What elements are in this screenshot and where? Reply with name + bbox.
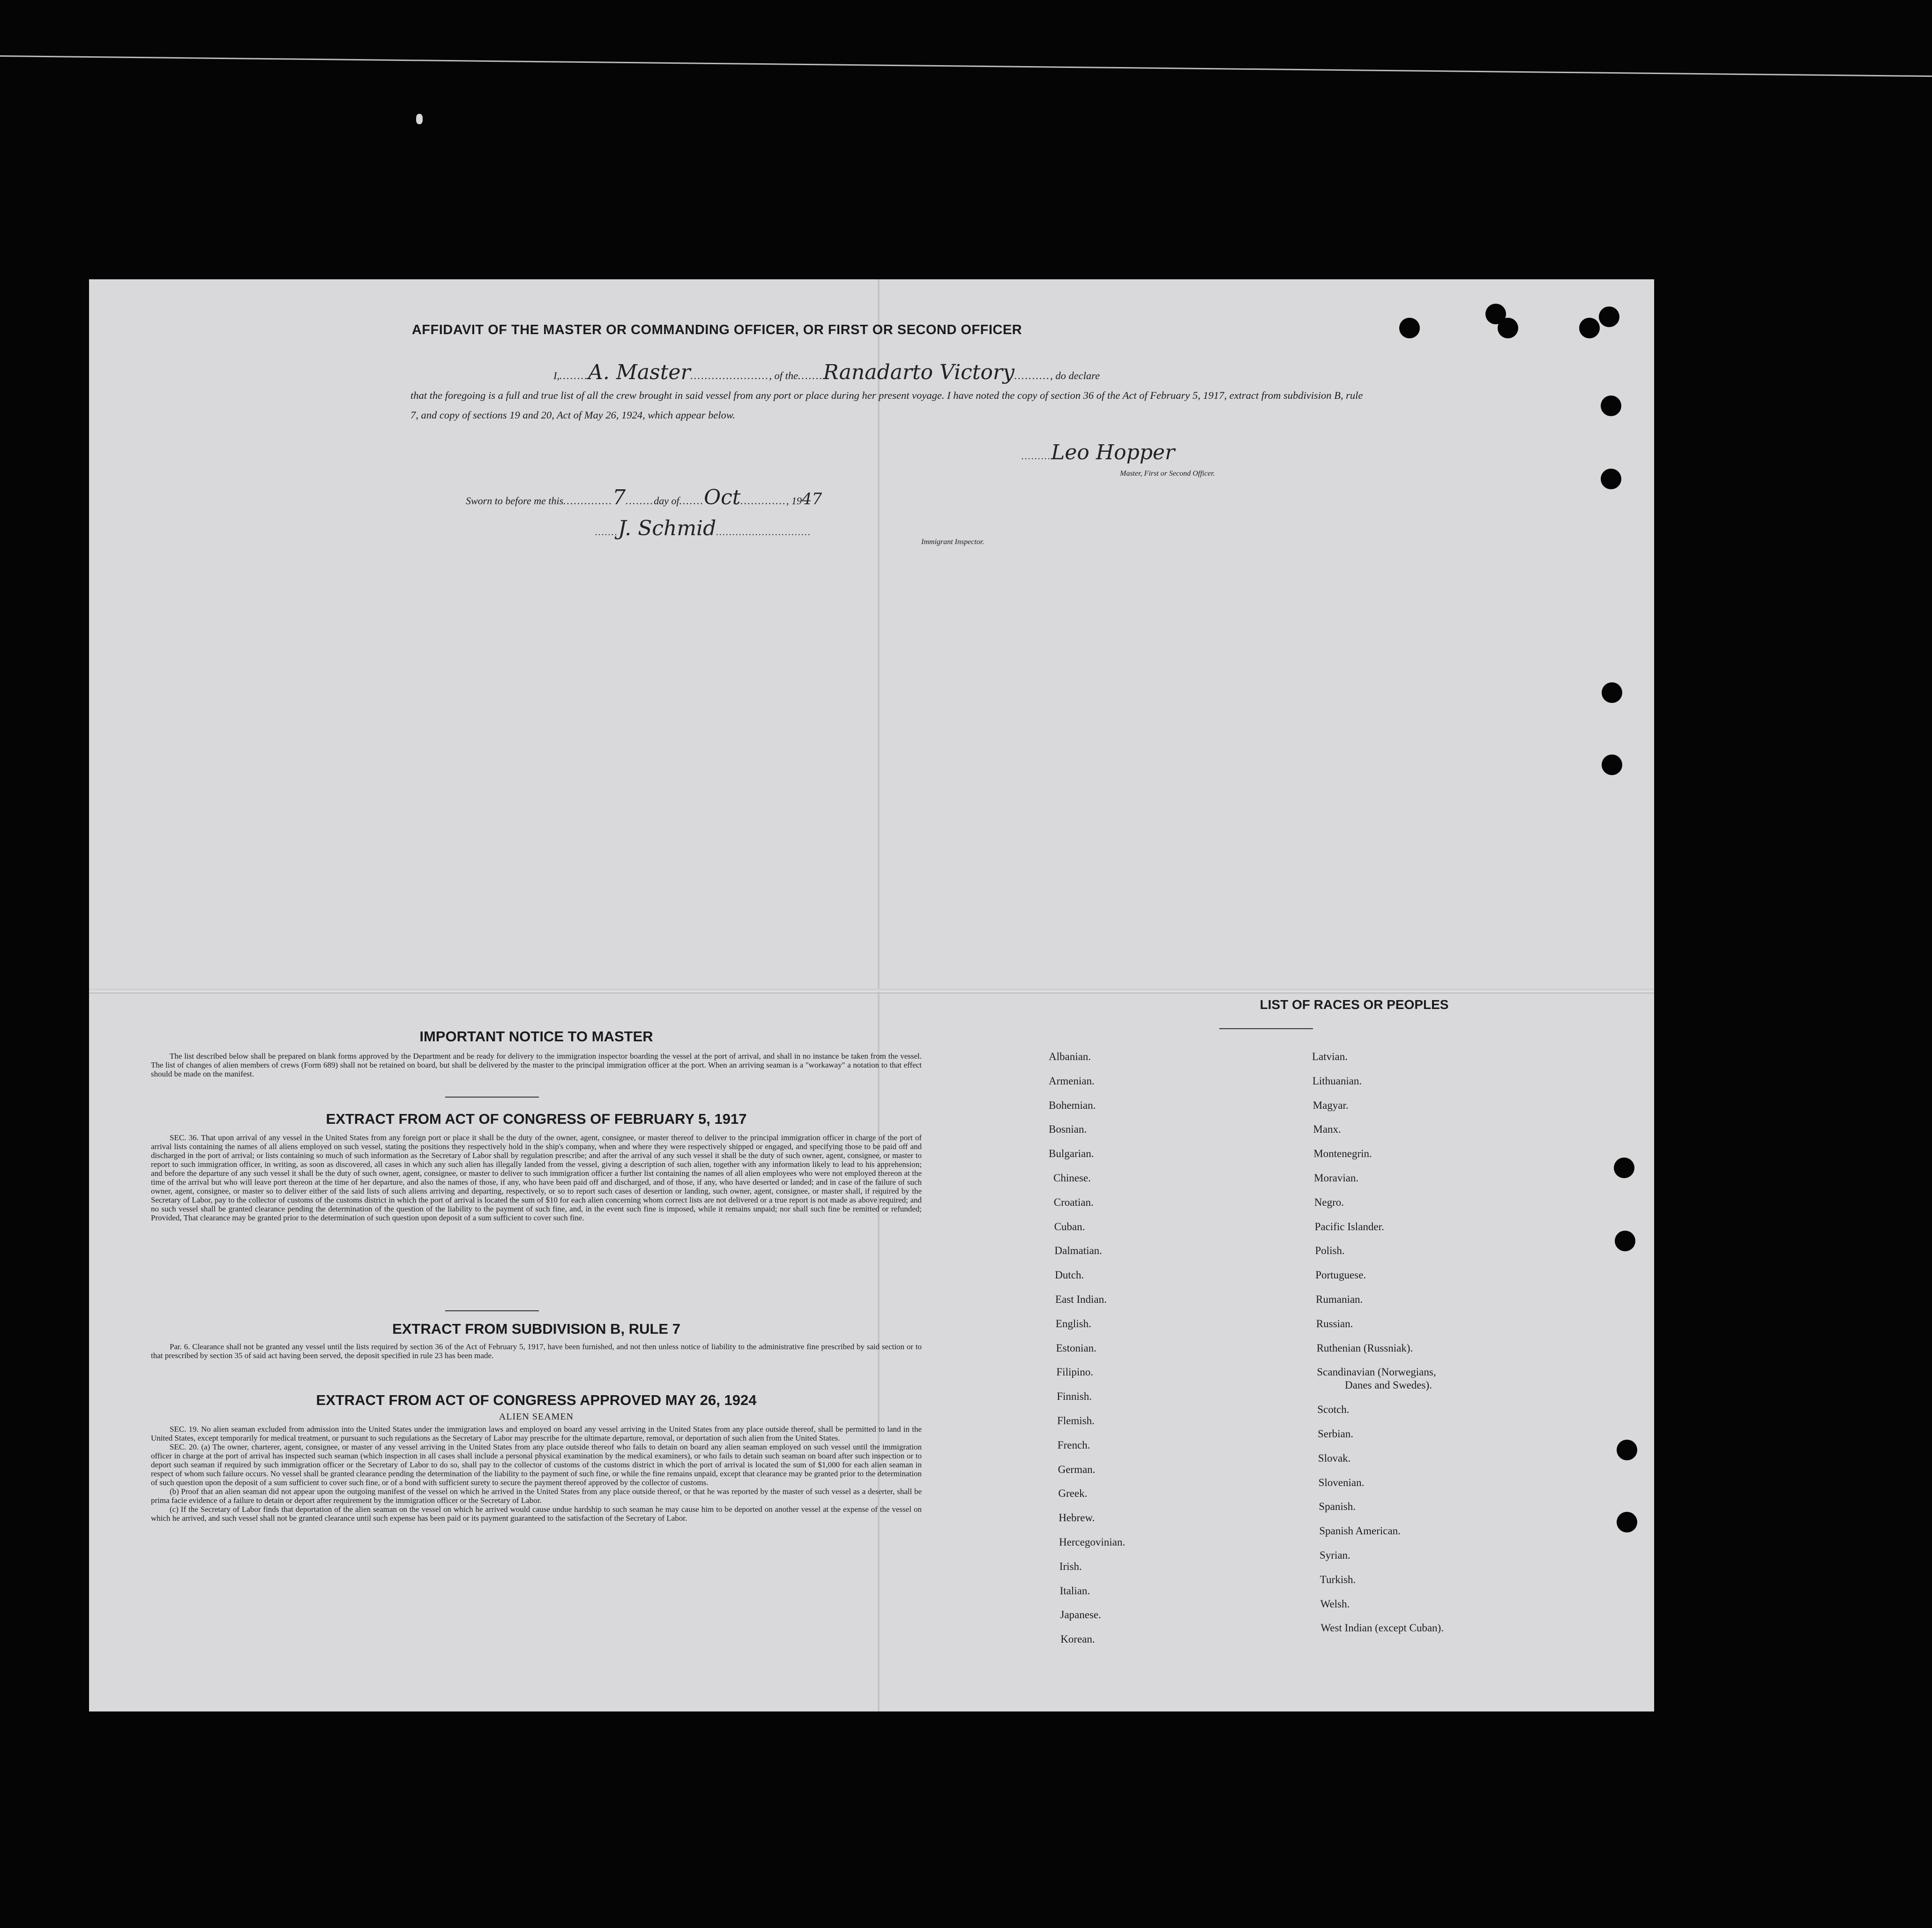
race-item: Slovenian. [1318, 1476, 1365, 1488]
race-item: Syrian. [1320, 1549, 1350, 1561]
race-item: English. [1055, 1317, 1091, 1330]
rule7-heading: EXTRACT FROM SUBDIVISION B, RULE 7 [392, 1321, 680, 1337]
race-item: Albanian. [1049, 1051, 1091, 1062]
race-item: Hercegovinian. [1059, 1536, 1126, 1548]
races-rule [1219, 1028, 1313, 1029]
race-item: Irish. [1059, 1560, 1082, 1572]
race-item: Magyar. [1313, 1099, 1349, 1111]
race-item: Turkish. [1320, 1573, 1356, 1585]
race-item: Spanish American. [1319, 1525, 1401, 1537]
sec-19-text: SEC. 19. No alien seaman excluded from admission into the United States under the immigration laws and employed on board any vessel arriving in the United States from any place outside thereof, shall be permitted to land in the United States, except temporarily for medical treatment, or pursuant to such regulations as the Secretary of Labor may prescribe for the ultimate departure, removal, or deportation of such alien from the United States. [151, 1425, 922, 1442]
section-rule [445, 1310, 539, 1311]
race-item: Flemish. [1057, 1415, 1095, 1427]
race-item: Dalmatian. [1054, 1245, 1102, 1257]
inspector-caption: Immigrant Inspector. [921, 538, 985, 546]
race-item: Welsh. [1320, 1598, 1350, 1610]
race-item: French. [1057, 1439, 1090, 1451]
affidavit-declaration [410, 360, 1370, 425]
handwritten-day: 7 [612, 486, 626, 509]
sworn-line: Sworn to before me this..............7........day of.......Oct............., 1947 [466, 486, 822, 509]
inspector-signature-line: .......J. Schmid............................. [595, 516, 812, 540]
master-signature-line: .........Leo Hopper [1022, 441, 1175, 464]
rule7-text: Par. 6. Clearance shall not be granted any vessel until the lists required by section 36 of the Act of February 5, 1917, have been furnished, and not then unless notice of liability to the administrative fine prescribed by said section or to that prescribed by section 35 of said act having been served, the deposit specified in rule 23 has been made. [151, 1342, 922, 1360]
race-item: Bosnian. [1049, 1123, 1087, 1136]
punch-hole [1498, 318, 1518, 338]
race-item: Scotch. [1317, 1404, 1350, 1416]
handwritten-name: A. Master [588, 360, 691, 384]
master-caption: Master, First or Second Officer. [1120, 470, 1215, 478]
race-item: Armenian. [1049, 1075, 1095, 1087]
extract-1917-text: SEC. 36. That upon arrival of any vessel in the United States from any foreign port or place it shall be the duty of the owner, agent, consignee, or master thereof to deliver to the principal immigration officer in charge of the port of arrival lists containing the names of all aliens employed on such vessel, stating the positions they respectively hold in the ship's company, when and where they were respectively shipped or engaged, and specifying those to be paid off and discharged in the port of arrival; or lists containing so much of such information as the Secretary of Labor shall by regulation prescribe; and after the arrival of any such vessel it shall be the duty of such owner, agent, consignee, or master to report to such immigration officer, in writing, as soon as discovered, all cases in which any such alien has illegally landed from the vessel, giving a description of such alien, together with any information likely to lead to his apprehension; and before the departure of any such vessel it shall be the duty of such owner, agent, consignee, or master to deliver to such immigration officer a further list containing the names of all alien employees who were not employed thereon at the time of the arrival but who will leave port thereon at the time of her departure, and also the names of those, if any, who have been paid off and discharged, and of those, if any, who have deserted or landed; and in case of the failure of such owner, agent, consignee, or master so to deliver either of the said lists of such aliens arriving and departing, respectively, or so to report such cases of desertion or landing, such owner, agent, consignee, or master shall, if required by the Secretary of Labor, pay to the collector of customs of the customs district in which the port of arrival is located the sum of $10 for each alien concerning whom correct lists are not delivered or a true report is not made as above required; and no such vessel shall be granted clearance pending the determination of the question of the liability to the payment of such fine, and, in the event such fine is imposed, while it remains unpaid; nor shall such fine be remitted or refunded; Provided, That clearance may be granted prior to the determination of such question upon deposit of a sum sufficient to cover such fine. [151, 1133, 922, 1222]
section-rule [445, 1097, 539, 1098]
handwritten-month: Oct [704, 486, 741, 509]
race-item: Bulgarian. [1049, 1148, 1094, 1160]
sworn-label: Sworn to before me this [466, 495, 564, 507]
race-item: Estonian. [1056, 1342, 1097, 1354]
notice-heading: IMPORTANT NOTICE TO MASTER [419, 1028, 653, 1045]
punch-hole [1617, 1440, 1637, 1460]
race-item: Negro. [1314, 1196, 1344, 1208]
label-of-the: , of the [769, 370, 798, 381]
punch-hole [1615, 1231, 1635, 1251]
punch-hole [1579, 318, 1600, 338]
sheet-edge [89, 993, 1654, 994]
race-item: Ruthenian (Russniak). [1316, 1342, 1413, 1354]
race-item: Russian. [1316, 1317, 1353, 1330]
extract-1924-heading: EXTRACT FROM ACT OF CONGRESS APPROVED MAY 26, 1924 [316, 1392, 757, 1408]
race-item: Moravian. [1314, 1172, 1359, 1184]
race-item: Danes and Swedes). [1345, 1379, 1432, 1391]
manifest-back-sheet [89, 279, 1654, 1711]
race-item: Portuguese. [1315, 1269, 1366, 1281]
extract-1924-body [151, 1425, 922, 1523]
race-item: Polish. [1315, 1245, 1345, 1257]
affidavit-title: AFFIDAVIT OF THE MASTER OR COMMANDING OFFICER, OR FIRST OR SECOND OFFICER [411, 322, 1022, 337]
race-item: East Indian. [1055, 1293, 1107, 1305]
notice-text: The list described below shall be prepared on blank forms approved by the Department and be ready for delivery to the immigration inspector boarding the vessel at the port of arrival, and shall in no instance be taken from the vessel. The list of changes of alien members of crews (Form 689) shall not be retained on board, but shall be delivered by the master to the principal immigration officer at the port. When an arriving seaman is a "workaway" a notation to that effect should be made on the manifest. [151, 1052, 922, 1078]
race-item: Hebrew. [1059, 1512, 1095, 1524]
year-prefix: , 19 [786, 495, 802, 507]
scan-artifact-line [0, 55, 1932, 77]
sec-20c-text: (c) If the Secretary of Labor finds that deportation of the alien seaman on the vessel on which he arrived would cause undue hardship to such seaman he may cause him to be deported on another vessel at the expense of the vessel on which he arrived, and such vessel shall not be granted clearance until such expense has been paid or its payment guaranteed to the satisfaction of the Secretary of Labor. [151, 1505, 922, 1523]
race-item: West Indian (except Cuban). [1320, 1622, 1444, 1634]
race-item: Croatian. [1053, 1196, 1094, 1208]
punch-hole [1601, 469, 1621, 489]
declaration-line-1: I,........A. Master......................, of the.......Ranadarto Victory.........., do declare [553, 360, 1100, 384]
race-item: Dutch. [1055, 1269, 1084, 1281]
race-item: Serbian. [1318, 1428, 1354, 1440]
label-do-declare: , do declare [1050, 370, 1100, 381]
handwritten-year: 47 [801, 490, 822, 508]
sec-20b-text: (b) Proof that an alien seaman did not appear upon the outgoing manifest of the vessel on which he arrived in the United States from any place outside thereof, or that he was reported by the master of such vessel as a deserter, shall be prima facie evidence of a failure to detain or deport after requirement by the immigration officer or the Secretary of Labor. [151, 1487, 922, 1505]
horizontal-fold [89, 989, 1654, 992]
race-item: Montenegrin. [1313, 1148, 1372, 1160]
race-item: German. [1058, 1463, 1096, 1475]
inspector-signature: J. Schmid [618, 516, 716, 540]
race-item: Scandinavian (Norwegians, [1317, 1366, 1436, 1378]
race-item: Pacific Islander. [1314, 1220, 1384, 1233]
declaration-body: that the foregoing is a full and true list of all the crew brought in said vessel from any port or place during her present voyage. I have noted the copy of section 36 of the Act of February 5, 1917, extract from subdivision B, rule 7, and copy of sections 19 and 20, Act of May 26, 1924, which appear below. [410, 389, 1363, 421]
race-item: Cuban. [1054, 1220, 1085, 1233]
alien-seamen-subheading: ALIEN SEAMEN [499, 1412, 574, 1422]
master-signature: Leo Hopper [1051, 441, 1175, 464]
races-title: LIST OF RACES OR PEOPLES [1260, 997, 1449, 1012]
race-item: Greek. [1058, 1487, 1088, 1500]
handwritten-vessel: Ranadarto Victory [823, 360, 1014, 384]
punch-hole [1599, 306, 1619, 327]
punch-hole [1602, 755, 1622, 775]
race-item: Rumanian. [1316, 1293, 1363, 1305]
race-item: Slovak. [1318, 1452, 1351, 1464]
sec-20a-text: SEC. 20. (a) The owner, charterer, agent, consignee, or master of any vessel arriving in the United States from any place outside thereof who fails to detain on board any alien seaman employed on such vessel until the immigration officer in charge at the port of arrival has inspected such seaman (which inspection in all cases shall include a personal physical examination by the medical examiners), or who fails to detain such seaman on board after such inspection or to deport such seaman if required by such immigration officer or the Secretary of Labor to do so, shall pay to the collector of customs of the customs district in which the port of arrival is located the sum of $1,000 for each alien seaman in respect of whom such failure occurs. No vessel shall be granted clearance pending the determination of the liability to the payment of such fine, or while the fine remains unpaid, except that clearance may be granted prior to the determination of such question upon the deposit of a sum sufficient to cover such fine, or of a bond with sufficient surety to secure the payment thereof approved by the collector of customs. [151, 1442, 922, 1487]
punch-hole [1601, 396, 1621, 416]
race-item: Bohemian. [1049, 1099, 1096, 1111]
race-item: Spanish. [1319, 1501, 1356, 1513]
race-item: Italian. [1059, 1584, 1090, 1597]
extract-1917-heading: EXTRACT FROM ACT OF CONGRESS OF FEBRUARY 5, 1917 [326, 1111, 747, 1127]
race-item: Filipino. [1056, 1366, 1093, 1378]
race-item: Chinese. [1053, 1172, 1091, 1184]
race-item: Lithuanian. [1312, 1075, 1362, 1087]
punch-hole [1602, 682, 1622, 703]
race-item: Manx. [1313, 1123, 1341, 1136]
dust-speck [416, 114, 423, 124]
punch-hole [1399, 318, 1420, 338]
race-item: Latvian. [1312, 1051, 1348, 1062]
race-item: Finnish. [1057, 1390, 1092, 1403]
punch-hole [1617, 1512, 1637, 1532]
race-item: Korean. [1060, 1633, 1095, 1645]
day-of-label: day of [654, 495, 679, 507]
race-item: Japanese. [1060, 1609, 1101, 1621]
punch-hole [1614, 1158, 1634, 1178]
label-i: I, [553, 370, 560, 381]
